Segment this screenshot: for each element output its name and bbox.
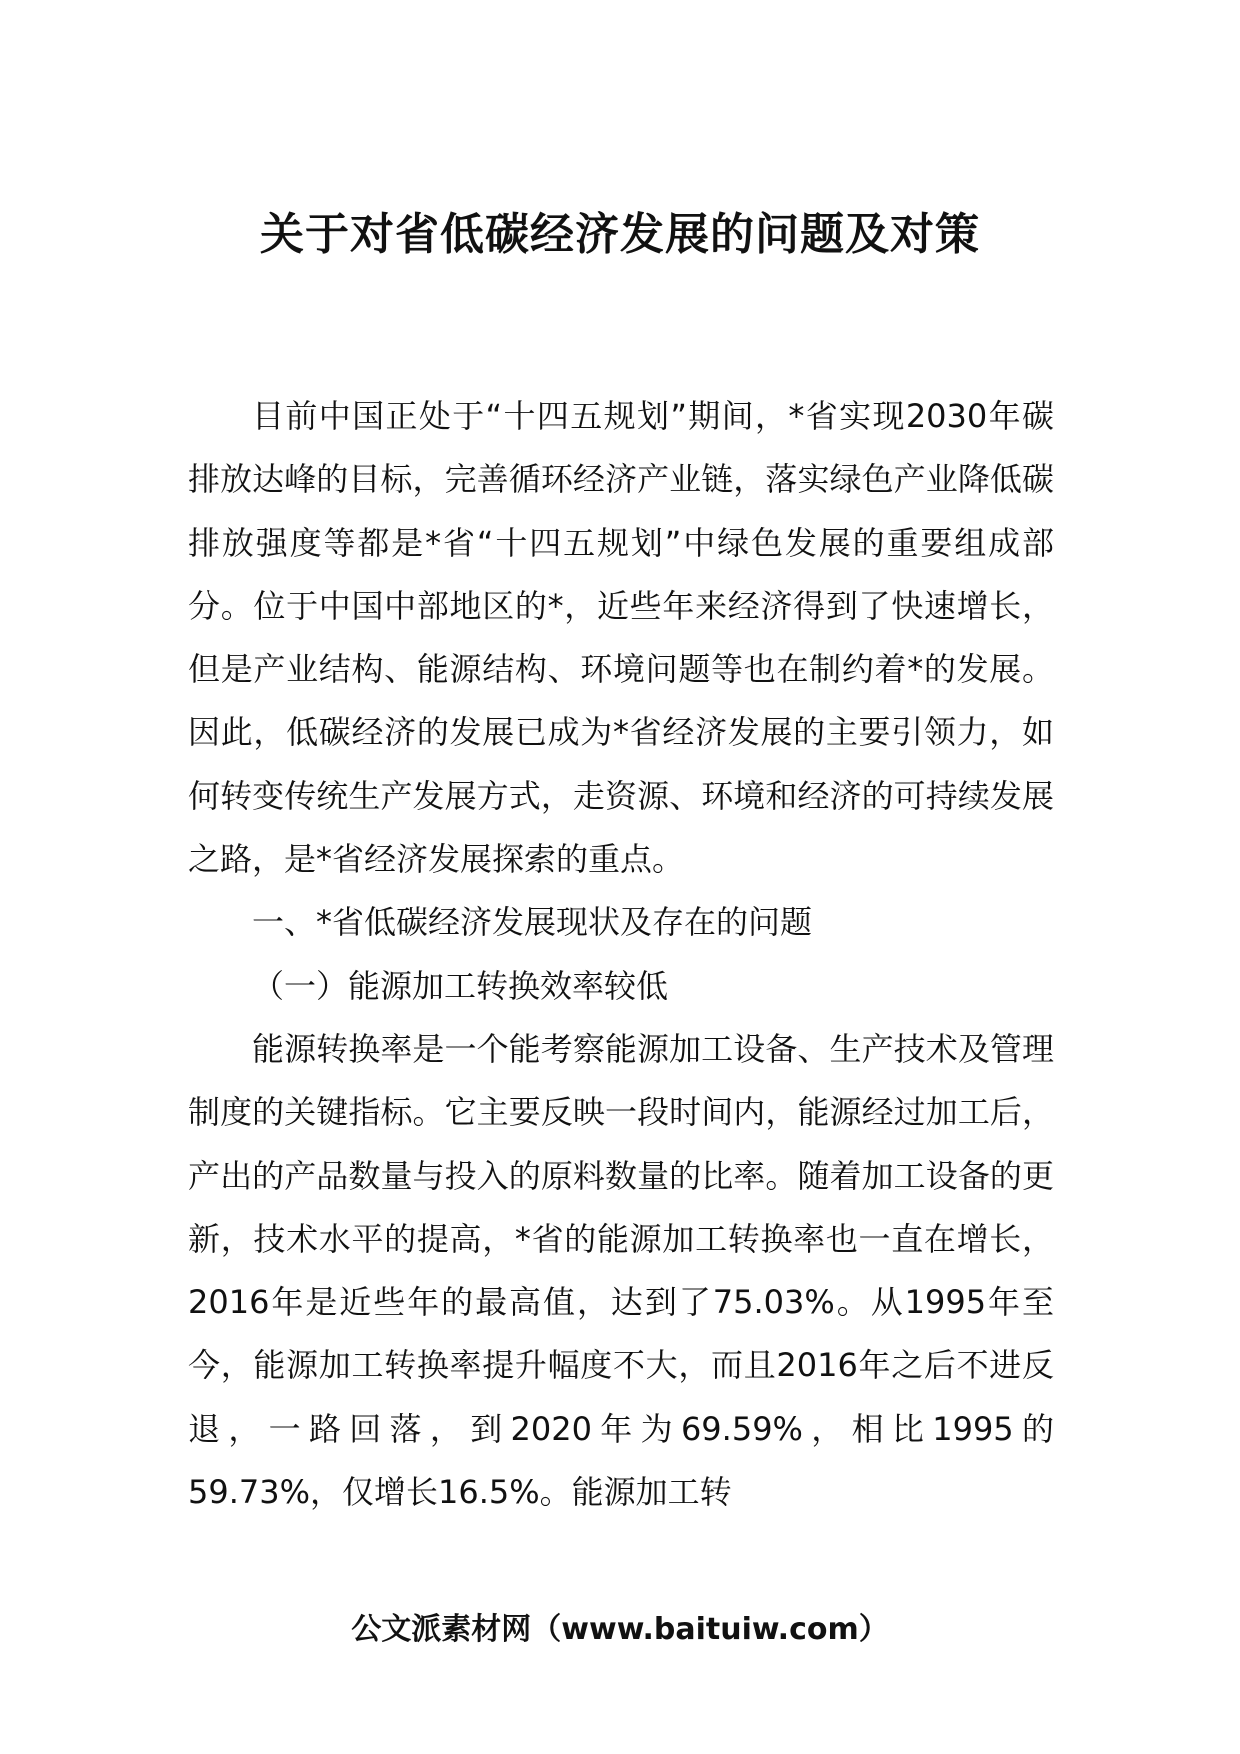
intro-paragraph: 目前中国正处于“十四五规划”期间，*省实现2030年碳排放达峰的目标，完善循环经济产业链，落实绿色产业降低碳排放强度等都是*省“十四五规划”中绿色发展的重要组成部分。位于中国中部地区的*，近些年来经济得到了快速增长，但是产业结构、能源结构、环境问题等也在制约着*的发展。因此，低碳经济的发展已成为*省经济发展的主要引领力，如何转变传统生产发展方式，走资源、环境和经济的可持续发展之路，是*省经济发展探索的重点。: [188, 397, 1054, 879]
section-heading-1: 一、*省低碳经济发展现状及存在的问题: [252, 903, 813, 942]
body-paragraph: 能源转换率是一个能考察能源加工设备、生产技术及管理制度的关键指标。它主要反映一段时间内，能源经过加工后，产出的产品数量与投入的原料数量的比率。随着加工设备的更新，技术水平的提高，*省的能源加工转换率也一直在增长，2016年是近些年的最高值，达到了75.03%。从1995年至今，能源加工转换率提升幅度不大，而且2016年之后不进反退，一路回落，到2020年为69.59%，相比1995的59.73%，仅增长16.5%。能源加工转: [188, 1029, 1054, 1512]
footer-watermark: 公文派素材网（www.baituiw.com）: [351, 1612, 889, 1647]
document-title: 关于对省低碳经济发展的问题及对策: [260, 209, 980, 260]
subsection-heading-1: （一）能源加工转换效率较低: [252, 966, 669, 1005]
document-body: [188, 385, 1054, 1524]
